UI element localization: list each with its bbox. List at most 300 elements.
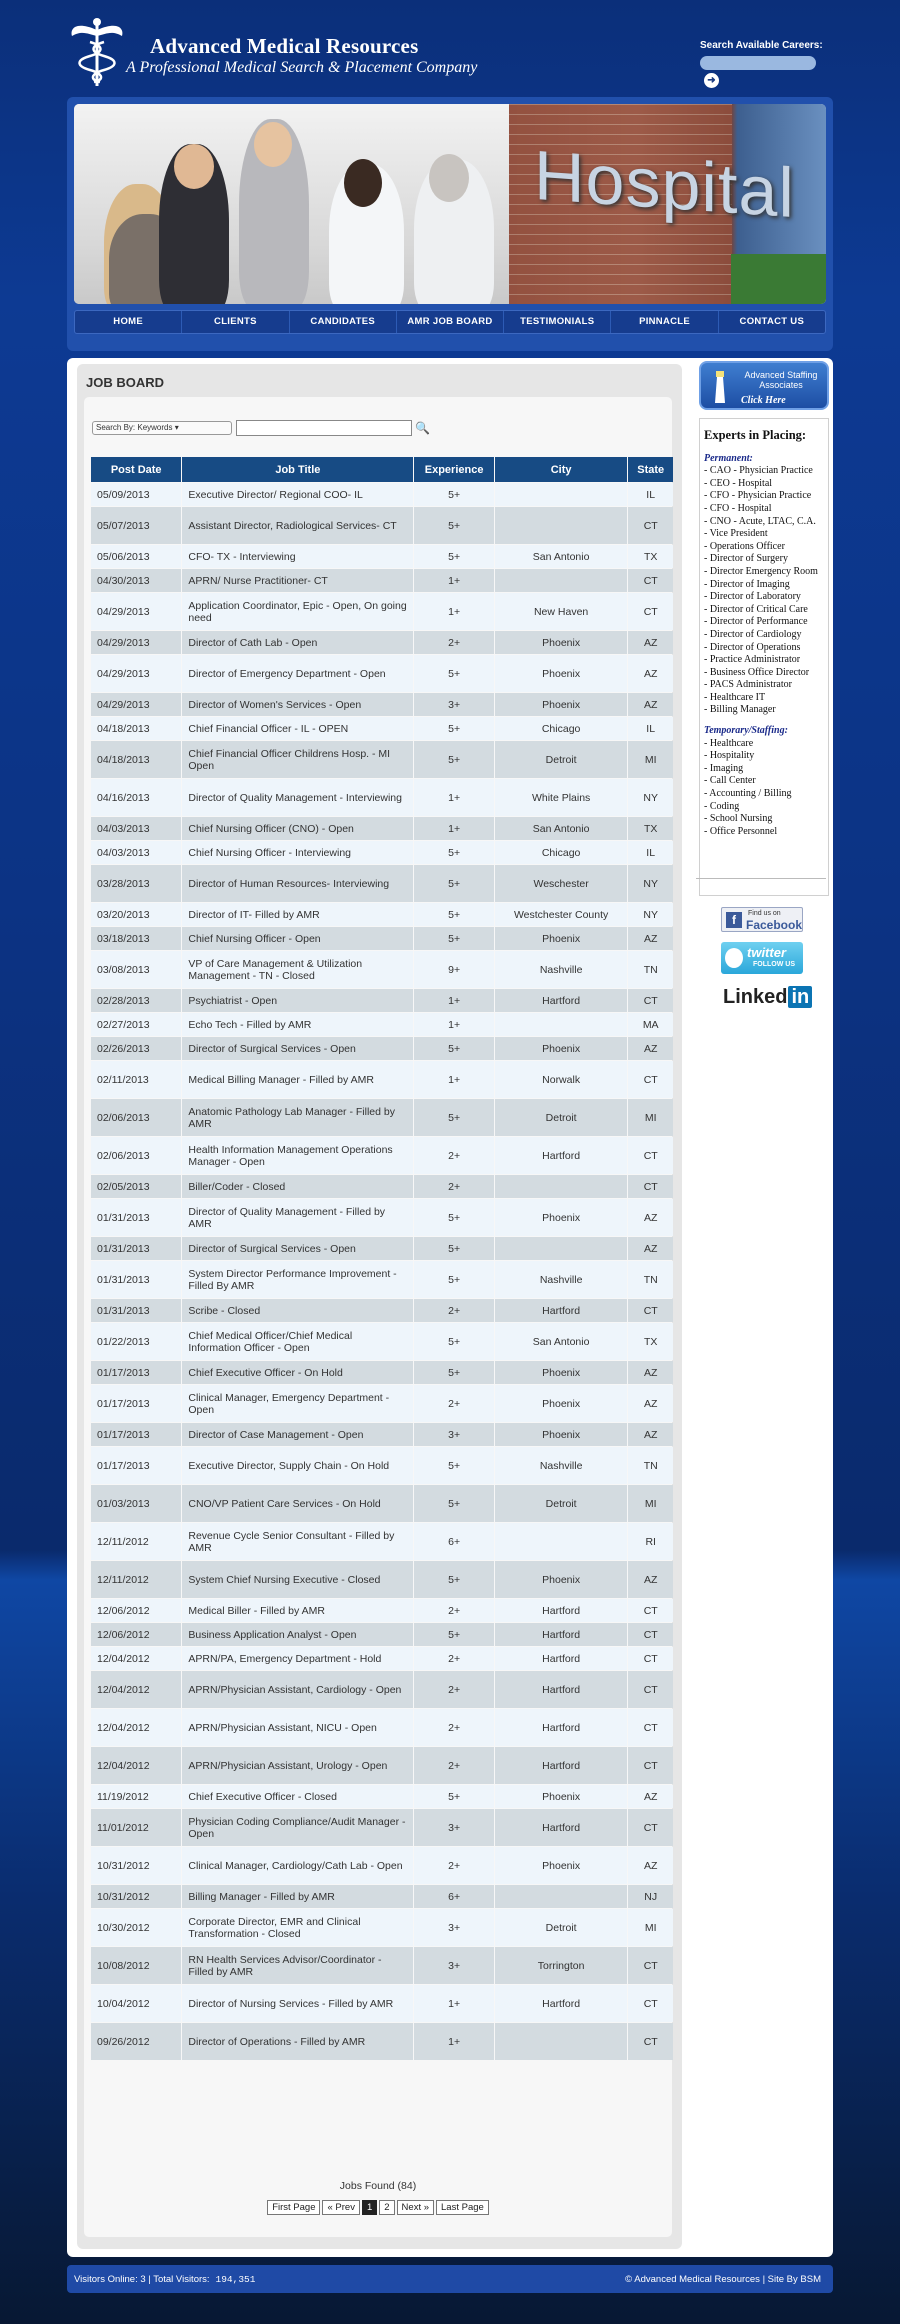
job-title-cell[interactable]: Medical Billing Manager - Filled by AMR <box>182 1061 413 1098</box>
table-row[interactable] <box>91 545 673 568</box>
staffing-associates-button[interactable] <box>699 361 829 410</box>
post-date-cell: 01/31/2013 <box>91 1299 181 1322</box>
list-item: - PACS Administrator <box>704 679 792 691</box>
city-cell: Hartford <box>495 1623 628 1646</box>
state-cell: AZ <box>628 655 673 692</box>
post-date-cell: 04/29/2013 <box>91 631 181 654</box>
state-cell: CT <box>628 569 673 592</box>
city-cell: Phoenix <box>495 1423 628 1446</box>
state-cell: AZ <box>628 631 673 654</box>
state-cell: CT <box>628 1985 673 2022</box>
post-date-cell: 11/19/2012 <box>91 1785 181 1808</box>
linkedin-button[interactable] <box>723 986 812 1009</box>
post-date-cell: 02/06/2013 <box>91 1099 181 1136</box>
state-cell: AZ <box>628 1423 673 1446</box>
experience-cell: 2+ <box>414 631 494 654</box>
job-title-cell[interactable]: Executive Director, Supply Chain - On Hold <box>182 1447 413 1484</box>
linkedin-label: Linked <box>723 986 788 1008</box>
state-cell: TX <box>628 1323 673 1360</box>
job-title-cell[interactable]: Chief Financial Officer Childrens Hosp. - MI Open <box>182 741 413 778</box>
table-row[interactable] <box>91 1809 673 1846</box>
list-item: - CAO - Physician Practice <box>704 465 813 477</box>
job-title-cell[interactable]: Clinical Manager, Emergency Department - Open <box>182 1385 413 1422</box>
next-page-button[interactable]: Next » <box>397 2200 434 2215</box>
post-date-cell: 02/28/2013 <box>91 989 181 1012</box>
state-cell: IL <box>628 717 673 740</box>
post-date-cell: 10/31/2012 <box>91 1847 181 1884</box>
post-date-cell: 04/16/2013 <box>91 779 181 816</box>
job-title-cell[interactable]: APRN/Physician Assistant, Cardiology - Open <box>182 1671 413 1708</box>
list-item: - Operations Officer <box>704 540 785 552</box>
job-title-cell[interactable]: Clinical Manager, Cardiology/Cath Lab - Open <box>182 1847 413 1884</box>
table-row[interactable] <box>91 989 673 1012</box>
job-title-cell[interactable]: Health Information Management Operations Manager - Open <box>182 1137 413 1174</box>
table-row[interactable] <box>91 483 673 506</box>
city-cell <box>495 507 628 544</box>
list-item: - Vice President <box>704 528 768 540</box>
job-title-cell[interactable]: APRN/Physician Assistant, Urology - Open <box>182 1747 413 1784</box>
job-title-cell[interactable]: Director of Cath Lab - Open <box>182 631 413 654</box>
table-row[interactable] <box>91 1099 673 1136</box>
nav-clients[interactable]: CLIENTS <box>182 311 289 333</box>
table-row[interactable] <box>91 569 673 592</box>
experts-title: Experts in Placing: <box>704 428 807 442</box>
job-title-cell[interactable]: Chief Nursing Officer - Interviewing <box>182 841 413 864</box>
job-title-cell[interactable]: Director of Surgical Services - Open <box>182 1237 413 1260</box>
state-cell: RI <box>628 1523 673 1560</box>
city-cell <box>495 483 628 506</box>
experience-cell: 5+ <box>414 865 494 902</box>
city-cell: Detroit <box>495 741 628 778</box>
list-item: - Director of Critical Care <box>704 603 808 615</box>
table-row[interactable] <box>91 817 673 840</box>
post-date-cell: 01/22/2013 <box>91 1323 181 1360</box>
city-cell: New Haven <box>495 593 628 630</box>
facebook-small-label: Find us on <box>748 910 781 917</box>
experience-cell: 2+ <box>414 1747 494 1784</box>
city-cell <box>495 1013 628 1036</box>
state-cell: CT <box>628 1137 673 1174</box>
job-title-cell[interactable]: Anatomic Pathology Lab Manager - Filled by AMR <box>182 1099 413 1136</box>
post-date-cell: 01/31/2013 <box>91 1261 181 1298</box>
state-cell: NY <box>628 903 673 926</box>
post-date-cell: 12/04/2012 <box>91 1647 181 1670</box>
job-title-cell[interactable]: Director of Quality Management - Interviewing <box>182 779 413 816</box>
state-cell: TX <box>628 545 673 568</box>
job-title-cell[interactable]: VP of Care Management & Utilization Management - TN - Closed <box>182 951 413 988</box>
table-row[interactable] <box>91 1385 673 1422</box>
table-row[interactable] <box>91 593 673 630</box>
experience-cell: 5+ <box>414 927 494 950</box>
city-cell: Hartford <box>495 1647 628 1670</box>
post-date-cell: 01/17/2013 <box>91 1447 181 1484</box>
careers-search-input[interactable] <box>700 56 816 70</box>
table-row[interactable] <box>91 1061 673 1098</box>
state-cell: CT <box>628 1647 673 1670</box>
state-cell: MI <box>628 1485 673 1522</box>
table-row[interactable] <box>91 1137 673 1174</box>
job-title-cell[interactable]: RN Health Services Advisor/Coordinator - Filled by AMR <box>182 1947 413 1984</box>
main-nav <box>74 310 826 334</box>
table-row[interactable] <box>91 1909 673 1946</box>
city-cell: Phoenix <box>495 655 628 692</box>
facebook-button[interactable] <box>721 907 803 932</box>
list-item: - Director of Operations <box>704 641 801 653</box>
table-row[interactable] <box>91 1709 673 1746</box>
experience-cell: 2+ <box>414 1299 494 1322</box>
city-cell: Chicago <box>495 717 628 740</box>
job-title-cell[interactable]: Psychiatrist - Open <box>182 989 413 1012</box>
job-title-cell[interactable]: Director of Nursing Services - Filled by AMR <box>182 1985 413 2022</box>
total-visitors-count: 194,351 <box>215 2274 256 2285</box>
job-title-cell[interactable]: Medical Biller - Filled by AMR <box>182 1599 413 1622</box>
post-date-cell: 01/31/2013 <box>91 1199 181 1236</box>
table-row[interactable] <box>91 1747 673 1784</box>
list-item: - Accounting / Billing <box>704 788 792 800</box>
city-cell: Phoenix <box>495 693 628 716</box>
job-title-cell[interactable]: Chief Medical Officer/Chief Medical Information Officer - Open <box>182 1323 413 1360</box>
table-row[interactable] <box>91 1237 673 1260</box>
list-item: - Office Personnel <box>704 825 778 837</box>
experience-cell: 5+ <box>414 1037 494 1060</box>
post-date-cell: 05/07/2013 <box>91 507 181 544</box>
city-cell: San Antonio <box>495 545 628 568</box>
job-title-cell[interactable]: Director of Emergency Department - Open <box>182 655 413 692</box>
job-title-cell[interactable]: Billing Manager - Filled by AMR <box>182 1885 413 1908</box>
first-page-button[interactable]: First Page <box>267 2200 320 2215</box>
col-city: City <box>495 457 628 482</box>
experience-cell: 2+ <box>414 1385 494 1422</box>
job-title-cell[interactable]: Director of IT- Filled by AMR <box>182 903 413 926</box>
table-row[interactable] <box>91 1647 673 1670</box>
experience-cell: 1+ <box>414 1985 494 2022</box>
page-title: JOB BOARD <box>86 375 165 390</box>
copyright: © Advanced Medical Resources | Site By BSM <box>625 2274 821 2285</box>
state-cell: TN <box>628 1447 673 1484</box>
table-row[interactable] <box>91 927 673 950</box>
city-cell: Phoenix <box>495 1361 628 1384</box>
experience-cell: 5+ <box>414 1361 494 1384</box>
nav-pinnacle[interactable]: PINNACLE <box>611 311 718 333</box>
job-title-cell[interactable]: Biller/Coder - Closed <box>182 1175 413 1198</box>
post-date-cell: 12/06/2012 <box>91 1599 181 1622</box>
job-title-cell[interactable]: Echo Tech - Filled by AMR <box>182 1013 413 1036</box>
divider <box>696 878 826 879</box>
table-row[interactable] <box>91 1985 673 2022</box>
table-row[interactable] <box>91 1485 673 1522</box>
table-row[interactable] <box>91 1299 673 1322</box>
state-cell: MI <box>628 1909 673 1946</box>
experience-cell: 2+ <box>414 1671 494 1708</box>
table-row[interactable] <box>91 1199 673 1236</box>
caduceus-logo-icon <box>68 16 126 88</box>
job-title-cell[interactable]: APRN/ Nurse Practitioner- CT <box>182 569 413 592</box>
table-row[interactable] <box>91 507 673 544</box>
twitter-follow-label: FOLLOW US <box>753 961 795 968</box>
table-row[interactable] <box>91 2023 673 2060</box>
job-title-cell[interactable]: Scribe - Closed <box>182 1299 413 1322</box>
keyword-input[interactable] <box>236 420 412 436</box>
job-title-cell[interactable]: Chief Nursing Officer - Open <box>182 927 413 950</box>
job-title-cell[interactable]: Chief Executive Officer - Closed <box>182 1785 413 1808</box>
twitter-bird-icon <box>725 948 743 968</box>
experience-cell: 5+ <box>414 841 494 864</box>
job-title-cell[interactable]: Physician Coding Compliance/Audit Manager - Open <box>182 1809 413 1846</box>
prev-page-button[interactable]: « Prev <box>322 2200 359 2215</box>
state-cell: CT <box>628 1809 673 1846</box>
post-date-cell: 02/27/2013 <box>91 1013 181 1036</box>
state-cell: MA <box>628 1013 673 1036</box>
list-item: - Director of Laboratory <box>704 591 801 603</box>
job-title-cell[interactable]: Chief Financial Officer - IL - OPEN <box>182 717 413 740</box>
experience-cell: 5+ <box>414 1561 494 1598</box>
city-cell: Hartford <box>495 1671 628 1708</box>
nav-testimonials[interactable]: TESTIMONIALS <box>504 311 611 333</box>
job-title-cell[interactable]: Director of Quality Management - Filled by AMR <box>182 1199 413 1236</box>
state-cell: CT <box>628 1061 673 1098</box>
post-date-cell: 01/17/2013 <box>91 1385 181 1422</box>
post-date-cell: 02/11/2013 <box>91 1061 181 1098</box>
state-cell: NY <box>628 779 673 816</box>
city-cell: Phoenix <box>495 1561 628 1598</box>
state-cell: IL <box>628 841 673 864</box>
state-cell: AZ <box>628 927 673 950</box>
post-date-cell: 12/11/2012 <box>91 1523 181 1560</box>
search-by-select[interactable]: Search By: Keywords ▾ <box>92 421 232 435</box>
state-cell: AZ <box>628 1361 673 1384</box>
experience-cell: 2+ <box>414 1709 494 1746</box>
job-title-cell[interactable]: Application Coordinator, Epic - Open, On going need <box>182 593 413 630</box>
col-state: State <box>628 457 673 482</box>
experience-cell: 1+ <box>414 779 494 816</box>
table-row[interactable] <box>91 1037 673 1060</box>
post-date-cell: 12/11/2012 <box>91 1561 181 1598</box>
page-2-button[interactable]: 2 <box>379 2200 394 2215</box>
table-row[interactable] <box>91 1261 673 1298</box>
post-date-cell: 04/29/2013 <box>91 593 181 630</box>
city-cell <box>495 1175 628 1198</box>
job-title-cell[interactable]: Director of Human Resources- Interviewing <box>182 865 413 902</box>
city-cell: Phoenix <box>495 1785 628 1808</box>
experience-cell: 5+ <box>414 717 494 740</box>
list-item: - Imaging <box>704 762 744 774</box>
table-row[interactable] <box>91 1847 673 1884</box>
job-search-row <box>92 419 430 437</box>
last-page-button[interactable]: Last Page <box>436 2200 489 2215</box>
experience-cell: 1+ <box>414 2023 494 2060</box>
post-date-cell: 03/18/2013 <box>91 927 181 950</box>
table-row[interactable] <box>91 631 673 654</box>
post-date-cell: 03/28/2013 <box>91 865 181 902</box>
job-title-cell[interactable]: Revenue Cycle Senior Consultant - Filled by AMR <box>182 1523 413 1560</box>
table-row[interactable] <box>91 1671 673 1708</box>
city-cell: Phoenix <box>495 927 628 950</box>
post-date-cell: 04/29/2013 <box>91 693 181 716</box>
table-row[interactable] <box>91 1423 673 1446</box>
post-date-cell: 04/18/2013 <box>91 717 181 740</box>
table-row[interactable] <box>91 1447 673 1484</box>
list-item: - Coding <box>704 800 740 812</box>
post-date-cell: 02/26/2013 <box>91 1037 181 1060</box>
city-cell: Hartford <box>495 1599 628 1622</box>
post-date-cell: 01/31/2013 <box>91 1237 181 1260</box>
state-cell: NJ <box>628 1885 673 1908</box>
experience-cell: 5+ <box>414 545 494 568</box>
experience-cell: 5+ <box>414 903 494 926</box>
list-item: - Call Center <box>704 775 756 787</box>
post-date-cell: 04/18/2013 <box>91 741 181 778</box>
city-cell: Phoenix <box>495 1037 628 1060</box>
table-row[interactable] <box>91 1323 673 1360</box>
list-item: - CNO - Acute, LTAC, C.A. <box>704 515 816 527</box>
job-title-cell[interactable]: Assistant Director, Radiological Services- CT <box>182 507 413 544</box>
experience-cell: 2+ <box>414 1847 494 1884</box>
state-cell: CT <box>628 1299 673 1322</box>
hero-banner-image <box>74 104 826 304</box>
twitter-label: twitter <box>747 945 786 960</box>
table-row[interactable] <box>91 1175 673 1198</box>
job-title-cell[interactable]: APRN/PA, Emergency Department - Hold <box>182 1647 413 1670</box>
col-post-date: Post Date <box>91 457 181 482</box>
job-title-cell[interactable]: Corporate Director, EMR and Clinical Transformation - Closed <box>182 1909 413 1946</box>
search-icon[interactable]: 🔍 <box>415 420 430 435</box>
state-cell: CT <box>628 1599 673 1622</box>
state-cell: AZ <box>628 1561 673 1598</box>
list-item: - Hospitality <box>704 750 755 762</box>
arrow-right-icon[interactable]: ➜ <box>704 73 719 88</box>
twitter-button[interactable] <box>721 942 803 974</box>
table-row[interactable] <box>91 865 673 902</box>
banner-container <box>67 97 833 351</box>
city-cell: Hartford <box>495 1809 628 1846</box>
post-date-cell: 03/08/2013 <box>91 951 181 988</box>
experience-cell: 5+ <box>414 1323 494 1360</box>
table-row[interactable] <box>91 1013 673 1036</box>
experience-cell: 3+ <box>414 1423 494 1446</box>
table-row[interactable] <box>91 717 673 740</box>
table-row[interactable] <box>91 1623 673 1646</box>
list-item: - Director of Imaging <box>704 578 790 590</box>
experience-cell: 3+ <box>414 693 494 716</box>
list-item: - Healthcare <box>704 737 754 749</box>
state-cell: TN <box>628 951 673 988</box>
table-row[interactable] <box>91 741 673 778</box>
nav-candidates[interactable]: CANDIDATES <box>290 311 397 333</box>
table-row[interactable] <box>91 951 673 988</box>
experience-cell: 6+ <box>414 1885 494 1908</box>
city-cell: White Plains <box>495 779 628 816</box>
experience-cell: 1+ <box>414 569 494 592</box>
careers-search <box>700 40 832 90</box>
city-cell: San Antonio <box>495 1323 628 1360</box>
post-date-cell: 04/29/2013 <box>91 655 181 692</box>
list-item: - Billing Manager <box>704 704 776 716</box>
jobs-table <box>90 456 674 2061</box>
city-cell: Weschester <box>495 865 628 902</box>
table-row[interactable] <box>91 655 673 692</box>
job-title-cell[interactable]: Director of Women's Services - Open <box>182 693 413 716</box>
state-cell: CT <box>628 1947 673 1984</box>
temporary-list <box>704 738 824 839</box>
table-row[interactable] <box>91 1947 673 1984</box>
table-row[interactable] <box>91 841 673 864</box>
city-cell: San Antonio <box>495 817 628 840</box>
table-row[interactable] <box>91 693 673 716</box>
city-cell: Norwalk <box>495 1061 628 1098</box>
table-row[interactable] <box>91 903 673 926</box>
job-title-cell[interactable]: Executive Director/ Regional COO- IL <box>182 483 413 506</box>
post-date-cell: 02/06/2013 <box>91 1137 181 1174</box>
experience-cell: 5+ <box>414 1447 494 1484</box>
job-title-cell[interactable]: CNO/VP Patient Care Services - On Hold <box>182 1485 413 1522</box>
experience-cell: 2+ <box>414 1175 494 1198</box>
city-cell: Hartford <box>495 1985 628 2022</box>
city-cell: Phoenix <box>495 1199 628 1236</box>
table-row[interactable] <box>91 1785 673 1808</box>
state-cell: CT <box>628 2023 673 2060</box>
state-cell: TN <box>628 1261 673 1298</box>
nav-amr-job-board[interactable]: AMR JOB BOARD <box>397 311 504 333</box>
city-cell: Hartford <box>495 1299 628 1322</box>
experience-cell: 5+ <box>414 1785 494 1808</box>
post-date-cell: 01/17/2013 <box>91 1361 181 1384</box>
post-date-cell: 01/03/2013 <box>91 1485 181 1522</box>
experience-cell: 1+ <box>414 1013 494 1036</box>
table-row[interactable] <box>91 1361 673 1384</box>
job-title-cell[interactable]: Director of Surgical Services - Open <box>182 1037 413 1060</box>
banner-hospital-photo <box>509 104 826 304</box>
table-row[interactable] <box>91 1523 673 1560</box>
job-title-cell[interactable]: System Director Performance Improvement - Filled By AMR <box>182 1261 413 1298</box>
table-row[interactable] <box>91 1599 673 1622</box>
table-row[interactable] <box>91 779 673 816</box>
page-1-button[interactable]: 1 <box>362 2200 377 2215</box>
post-date-cell: 04/03/2013 <box>91 841 181 864</box>
job-title-cell[interactable]: Director of Case Management - Open <box>182 1423 413 1446</box>
nav-contact-us[interactable]: CONTACT US <box>739 316 805 327</box>
state-cell: CT <box>628 1747 673 1784</box>
list-item: - CEO - Hospital <box>704 477 773 489</box>
job-board-panel <box>77 364 682 2249</box>
post-date-cell: 10/31/2012 <box>91 1885 181 1908</box>
state-cell: AZ <box>628 1199 673 1236</box>
job-title-cell[interactable]: Business Application Analyst - Open <box>182 1623 413 1646</box>
city-cell <box>495 1885 628 1908</box>
job-title-cell[interactable]: APRN/Physician Assistant, NICU - Open <box>182 1709 413 1746</box>
city-cell: Phoenix <box>495 1847 628 1884</box>
table-row[interactable] <box>91 1561 673 1598</box>
search-by-select-value: Search By: Keywords <box>96 422 173 432</box>
temporary-label: Temporary/Staffing: <box>704 725 788 737</box>
job-title-cell[interactable]: CFO- TX - Interviewing <box>182 545 413 568</box>
post-date-cell: 11/01/2012 <box>91 1809 181 1846</box>
col-job-title: Job Title <box>182 457 413 482</box>
list-item: - Director of Surgery <box>704 553 788 565</box>
permanent-label: Permanent: <box>704 452 753 464</box>
table-row[interactable] <box>91 1885 673 1908</box>
lighthouse-icon <box>712 369 728 403</box>
job-board-inner <box>84 397 672 2237</box>
job-title-cell[interactable]: Director of Operations - Filled by AMR <box>182 2023 413 2060</box>
job-title-cell[interactable]: Chief Executive Officer - On Hold <box>182 1361 413 1384</box>
banner-office-photo <box>74 104 509 304</box>
job-title-cell[interactable]: Chief Nursing Officer (CNO) - Open <box>182 817 413 840</box>
nav-home[interactable]: HOME <box>75 311 182 333</box>
experience-cell: 5+ <box>414 1485 494 1522</box>
job-title-cell[interactable]: System Chief Nursing Executive - Closed <box>182 1561 413 1598</box>
city-cell: Nashville <box>495 1261 628 1298</box>
state-cell: CT <box>628 1671 673 1708</box>
